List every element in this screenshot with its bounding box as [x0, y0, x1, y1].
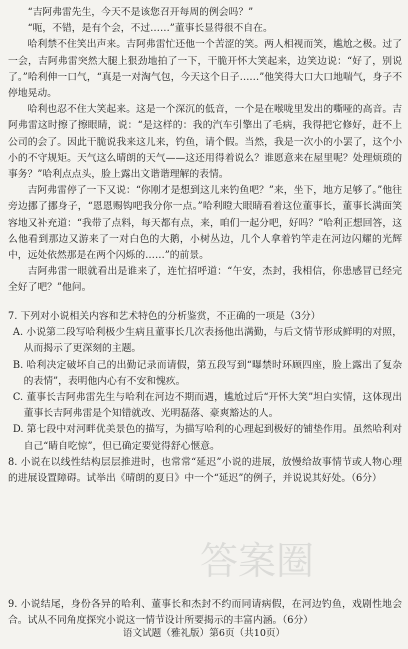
- story-paragraph: 哈利也忍不住大笑起来。这是一个深沉的低音，一个是在喉咙里发出的嘶哑的高音。吉阿弗雷这时擦了擦眼睛，说：“是这样的：我的汽车引擎出了毛病，我得把它修好，赶不上公司的会了。因此干脆说我来这儿来，钓鱼，请个假。当然，我是一次小的小罢了，这个小小的不守规矩。天气这么晴朗的天气——这还用得着说么？谁愿意来在屋里呢？处理烦琐的事务？”哈利点点头，脸上露出文谐谐理解的表情。: [8, 104, 402, 181]
- question-7-option-c: C. 董事长吉阿弗雷先生与哈利在河边不期而遇，尴尬过后“开怀大笑”坦白实情，这体现出董事长吉阿弗雷是个知错就改、光明磊落、豪爽豁达的人。: [12, 392, 402, 420]
- story-paragraph: “呃，不错，是有个会，不过……”董事长显得很不自在。: [27, 23, 273, 35]
- story-paragraph: 吉阿弗雷一眼就看出是谁来了，连忙招呼道：“午安，杰封，我相信，你患感冒已经完全好了吧？”他问。: [8, 266, 402, 294]
- watermark-text: 答案圈: [200, 539, 315, 583]
- question-7-stem: 7. 下列对小说相关内容和艺术特色的分析鉴赏，不正确的一项是（3分）: [8, 311, 321, 322]
- answer-space: [8, 487, 402, 597]
- question-8-stem: 8. 小说在以线性结构层层推进时，也常常“延迟”小说的进展，放慢给故事情节或人物心理的进展设置障碍。试举出《晴朗的夏日》中一个“延迟”的例子，并说说其好处。（6分）: [8, 456, 402, 485]
- questions-section: [8, 309, 402, 630]
- page-footer: 语文试题（雅礼版）第6页（共10页）: [122, 628, 286, 639]
- question-7-option-d: D. 第七段中对河畔优美景色的描写，为描写哈利的心理起到极好的铺垫作用。虽然哈利对自己“睛自吃惊”，但已确定要觉得舒心惬意。: [12, 424, 402, 452]
- question-7-option-b: B. 哈利决定破坏自己的出勤记录而请假，第五段写到“曝禁时环顾四座，脸上露出了复杂的表情”，表明他内心有不安和愧疚。: [12, 359, 402, 387]
- question-9-stem: 9. 小说结尾，身份各异的哈利、董事长和杰封不约而同请病假，在河边钓鱼，戏剧性地会合。试从不同角度探究小说这一情节设计所要揭示的丰富内涵。（6分）: [8, 599, 402, 627]
- story-paragraph: “吉阿弗雷先生，今天不是该您召开每周的例会吗？”: [27, 7, 254, 18]
- question-7-option-a: A. 小说第二段写哈利极少生病且董事长几次表扬他出满勤，与后文情节形成鲜明的对照，从而揭示了更深刻的主题。: [12, 327, 402, 355]
- story-paragraph: 吉阿弗雷停了一下又说：“你刚才是想到这儿来钓鱼吧？”来，坐下，地方足够了。”他往旁边挪了挪身子，“恩恩赐钩吧我分你一点。”哈利瞪大眼睛看着这位董事长，董事长满面笑容地又补充道：“我带了点料，每天都有点，来，咱们一起分吧，好吗？”哈利正想回答，这么他看到那边又游来了一对白色的大鹅，小树丛边，几个人拿着钓竿走在河边闪耀的光辉中，远处依然那是在两个闪烁的……”的前景。: [8, 185, 402, 262]
- story-text: [8, 5, 402, 297]
- story-paragraph: 哈利禁不住笑出声来。吉阿弗雷忙还他一个苦涩的笑。两人相视而笑，尴尬之极。过了一会，吉阿弗雷突然大腿上狠劲地拍了一下，干脆开怀大笑起来，边笑边说：“好了，别说了。”哈利伸一口气，“真是一对淘气包，今天这个日子……”他笑得大口大口地喘气，身子不停地晃动。: [8, 39, 402, 100]
